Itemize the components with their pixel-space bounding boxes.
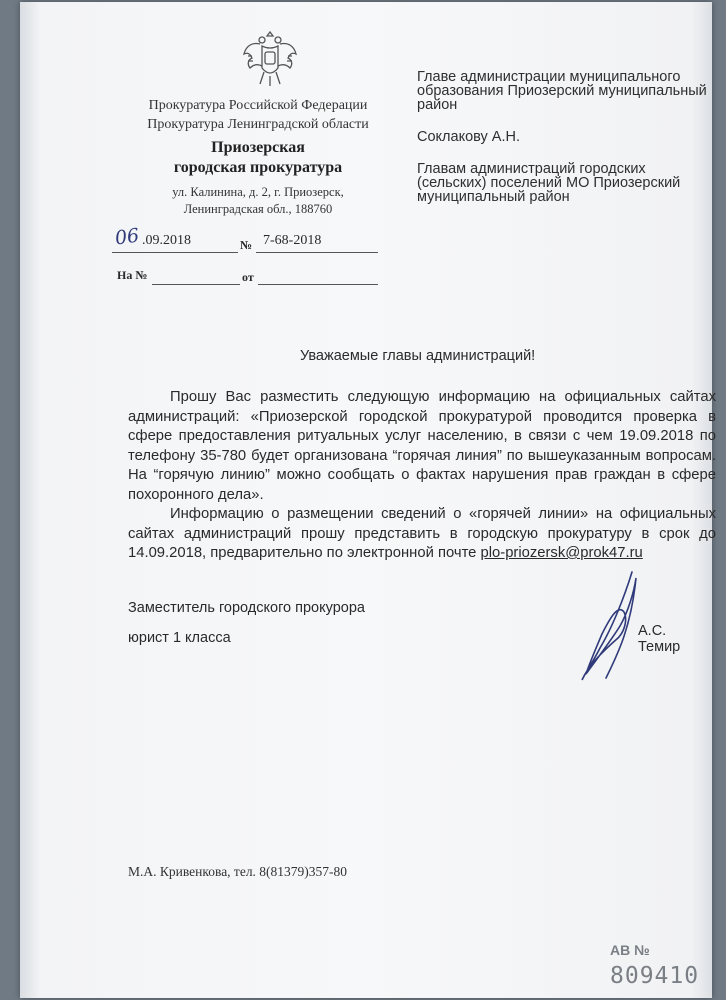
salutation: Уважаемые главы администраций!: [300, 348, 536, 364]
body-paragraph-1: Прошу Вас разместить следующую информацию на официальных сайтах администраций: «Приозерской городской прокуратурой проводится проверка в сфере предоставления ритуальных услуг населению, в связи с чем 19.09.2018 по телефону 35-780 будет организована “горячая линия” по вышеуказанным вопросам. На “горячую линию” можно сообщать о фактах нарушения прав граждан в сфере похоронного дела».: [128, 389, 716, 503]
sender-block: [108, 96, 408, 218]
serial-number: 809410: [610, 963, 700, 989]
body-paragraph-2: [128, 505, 716, 564]
signatory-position: Заместитель городского прокурора: [128, 600, 365, 616]
addressee-block: [417, 70, 707, 222]
signatory-title: [128, 593, 365, 653]
ref-from-underline: [258, 284, 378, 285]
signatory-name: А.С. Темир: [638, 623, 681, 655]
handwritten-day: 06: [113, 224, 141, 250]
letter-page: [20, 2, 716, 998]
executor-contact: М.А. Кривенкова, тел. 8(81379)357-80: [128, 864, 348, 879]
ref-number-label: На №: [117, 268, 148, 282]
sender-address-line1: ул. Калинина, д. 2, г. Приозерск,: [172, 185, 344, 199]
signatory-rank: юрист 1 класса: [128, 630, 231, 646]
ref-from-label: от: [242, 270, 254, 284]
body-paragraph-2-text: Информацию о размещении сведений о «горячей линии» на официальных сайтах администраций прошу представить в городскую прокуратуру в срок до 14.09.2018, предварительно по электронной почте: [128, 506, 716, 561]
number-underline: [256, 252, 378, 253]
email-link[interactable]: plo-priozersk@prok47.ru: [480, 545, 643, 561]
addressee-person: Соклакову А.Н.: [417, 129, 521, 145]
addressee-settlements: Главам администраций городских (сельских) поселений МО Приозерский муниципальный район: [417, 161, 681, 205]
sender-office-name: Приозерская: [211, 139, 305, 156]
number-label: №: [240, 238, 253, 252]
sender-line-region: Прокуратура Ленинградской области: [147, 117, 369, 132]
addressee-head: Главе администрации муниципального образования Приозерский муниципальный район: [417, 69, 707, 113]
date-underline: [112, 252, 238, 253]
letter-body: [128, 388, 716, 564]
sender-address-line2: Ленинградская обл., 188760: [183, 202, 333, 216]
serial-prefix: АВ №: [610, 942, 650, 958]
form-serial-number: [610, 942, 712, 989]
sender-line-federation: Прокуратура Российской Федерации: [148, 98, 368, 113]
registration-date: .09.2018: [142, 233, 191, 248]
sender-office-type: городская прокуратура: [173, 159, 343, 176]
registration-number: 7-68-2018: [263, 233, 322, 248]
ref-number-underline: [152, 284, 240, 285]
coat-of-arms-emblem: [242, 28, 298, 90]
